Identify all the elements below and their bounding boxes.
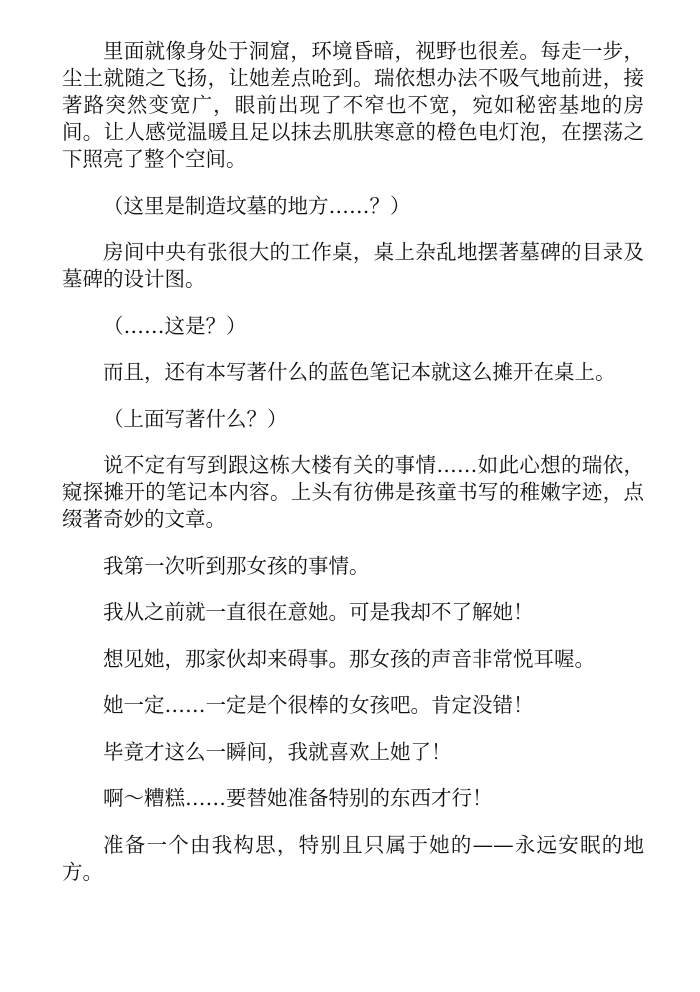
paragraph: （……这是？）: [103, 313, 247, 338]
paragraph: 我从之前就一直很在意她。可是我却不了解她！: [103, 600, 534, 624]
document-page: [62, 38, 644, 905]
paragraph: 毕竟才这么一瞬间，我就喜欢上她了！: [103, 739, 452, 764]
paragraph: 说不定有写到跟这栋大楼有关的事情……如此心想的瑞依，窥探摊开的笔记本内容。上头有彷佛是孩童书写的稚嫩字迹，点缀著奇妙的文章。: [62, 453, 644, 531]
paragraph: 里面就像身处于洞窟，环境昏暗，视野也很差。每走一步，尘土就随之飞扬，让她差点呛到。瑞依想办法不吸气地前进，接著路突然变宽广，眼前出现了不窄也不宽，宛如秘密基地的房间。让人感觉温暖且足以抹去肌肤寒意的橙色电灯泡，在摆荡之下照亮了整个空间。: [62, 39, 644, 171]
paragraph: 啊～糟糕……要替她准备特别的东西才行！: [103, 786, 493, 810]
paragraph: （这里是制造坟墓的地方……？）: [103, 193, 411, 218]
paragraph: 准备一个由我构思，特别且只属于她的——永远安眠的地方。: [62, 832, 644, 884]
paragraph: 我第一次听到那女孩的事情。: [103, 553, 370, 578]
paragraph: 而且，还有本写著什么的蓝色笔记本就这么摊开在桌上。: [103, 360, 616, 384]
paragraph: 房间中央有张很大的工作桌，桌上杂乱地摆著墓碑的目录及墓碑的设计图。: [62, 240, 644, 291]
paragraph: （上面写著什么？）: [103, 406, 288, 431]
paragraph: 她一定……一定是个很棒的女孩吧。肯定没错！: [103, 693, 534, 717]
paragraph: 想见她，那家伙却来碍事。那女孩的声音非常悦耳喔。: [103, 646, 595, 671]
